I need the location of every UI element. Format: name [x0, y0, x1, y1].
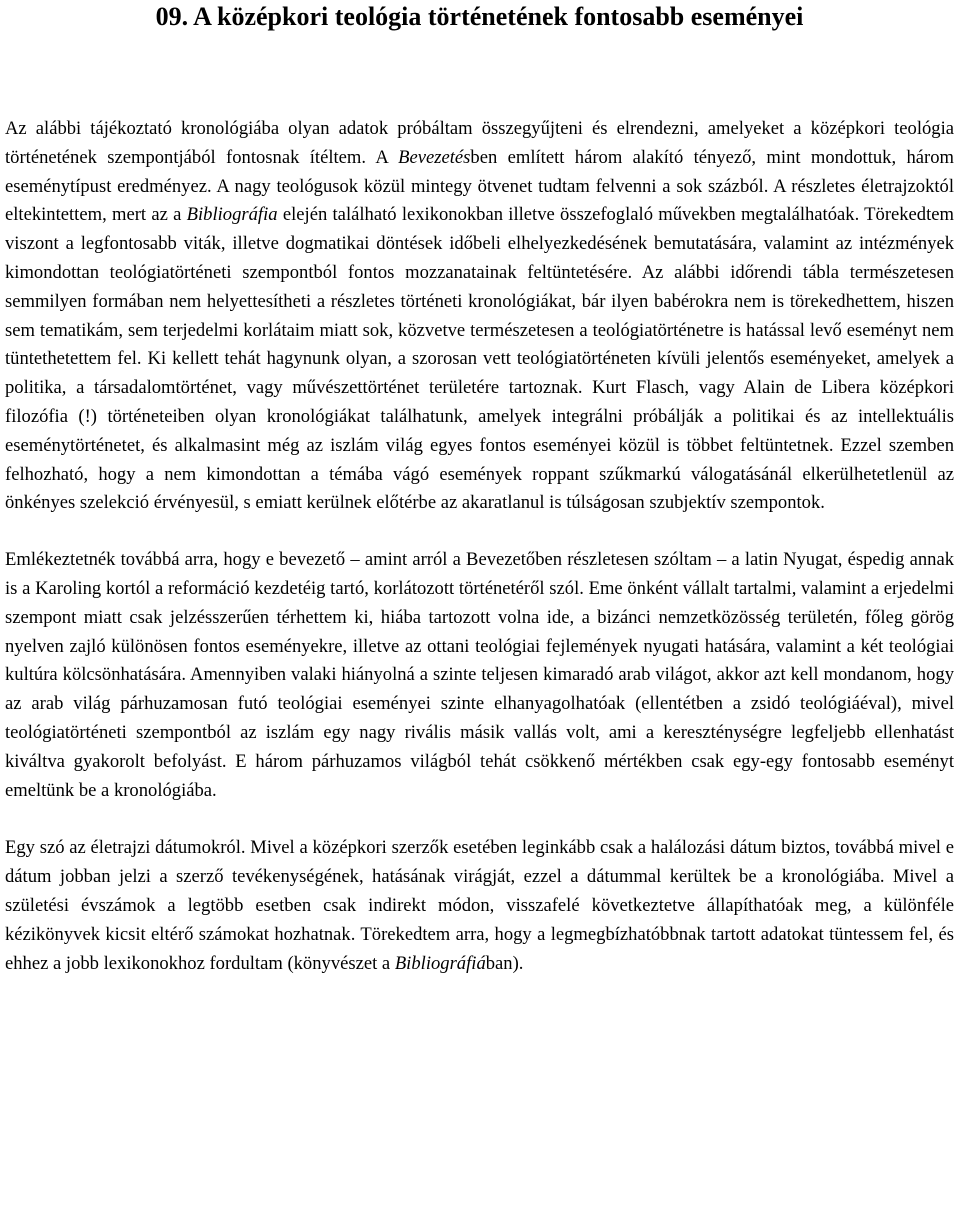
paragraph-text: ban).	[485, 952, 524, 974]
paragraph-text: Egy szó az életrajzi dátumokról. Mivel a középkori szerzők esetében leginkább csak a halálozási dátum biztos, továbbá mivel e dátum jobban jelzi a szerző tevékenységének, hatásának virágját, ezzel a dátummal kerültek be a kronológiába. Mivel a születési évszámok a legtöbb esetben csak indirekt módon, visszafelé következtetve állapíthatóak meg, a különféle kézikönyvek kicsit eltérő számokat hozhatnak. Törekedtem arra, hogy a legmegbízhatóbbnak tartott adatokat tüntessem fel, és ehhez a jobb lexikonokhoz fordultam (könyvészet a	[5, 837, 954, 974]
emphasis-bevezetes: Bevezetés	[398, 146, 471, 168]
paragraph-text: elején található lexikonokban illetve összefoglaló művekben megtalálhatóak. Törekedtem viszont a legfontosabb viták, illetve dogmatikai döntések időbeli elhelyezkedésének bemutatására, valamint az intézmények kimondottan teológiatörténeti szempontból fontos mozzanatainak feltüntetésére. Az alábbi időrendi tábla természetesen semmilyen formában nem helyettesítheti a részletes történeti kronológiákat, bár ilyen babérokra nem is törekedhettem, hiszen sem tematikám, sem terjedelmi korlátaim miatt sok, közvetve természetesen a teológiatörténetre is hatással levő eseményt nem tüntethetettem fel. Ki kellett tehát hagynunk olyan, a szorosan vett teológiatörténeten kívüli jelentős eseményeket, amelyek a politika, a társadalomtörténet, vagy művészettörténet területére tartoznak. Kurt Flasch, vagy Alain de Libera középkori filozófia (!) történeteiben olyan kronológiákat találhatunk, amelyek integrálni próbálják a politikai és az intellektuális eseménytörténetet, és alkalmasint még az iszlám világ egyes fontos eseményei közül is többet feltüntetnek. Ezzel szemben felhozható, hogy a nem kimondottan a témába vágó események roppant szűkmarkú válogatásánál elkerülhetetlenül az önkényes szelekció érvényesül, s emiatt kerülnek előtérbe az akaratlanul is túlságosan szubjektív szempontok.	[5, 204, 954, 514]
emphasis-bibliografia: Bibliográfia	[186, 204, 278, 226]
paragraph-scope: Emlékeztetnék továbbá arra, hogy e bevezető – amint arról a Bevezetőben részletesen szóltam – a latin Nyugat, éspedig annak is a Karoling kortól a reformáció kezdetéig tartó, korlátozott történetéről szól. Eme önként vállalt tartalmi, valamint a erjedelmi szempont miatt csak jelzésszerűen térhettem ki, hiába tartozott volna ide, a bizánci nemzetközösség területén, főleg görög nyelven zajló különösen fontos eseményekre, illetve az ottani teológiai fejlemények nyugati hatására, valamint a két teológiai kultúra kölcsönhatására. Amennyiben valaki hiányolná a szinte teljesen kimaradó arab világot, akkor azt kell mondanom, hogy az arab világ párhuzamosan futó teológiai eseményei szinte elhanyagolhatóak (ellentétben a zsidó teológiáéval), mivel teológiatörténeti szempontból az iszlám egy nagy rivális másik vallás volt, ami a kereszténységre legfeljebb ellenhatást kiváltva gyakorolt befolyást. E három párhuzamos világból tehát csökkenő mértékben csak egy-egy fontosabb eseményt emeltünk be a kronológiába.	[5, 549, 954, 801]
page-title: 09. A középkori teológia történetének fontosabb eseményei	[155, 2, 804, 31]
paragraph-dates	[5, 834, 954, 978]
paragraph-text: ben említett három alakító tényező, mint mondottuk, három eseménytípust eredményez. A nagy teológusok közül mintegy ötvenet tudtam felvenni a sok százból. A részletes életrajzoktól eltekintettem, mert az a	[5, 146, 954, 226]
paragraph-intro	[5, 115, 954, 518]
paragraph-text: Az alábbi tájékoztató kronológiába olyan adatok próbáltam összegyűjteni és elrendezni, amelyeket a középkori teológia történetének szempontjából fontosnak ítéltem. A	[5, 118, 954, 168]
emphasis-bibliografia: Bibliográfiá	[394, 952, 486, 974]
